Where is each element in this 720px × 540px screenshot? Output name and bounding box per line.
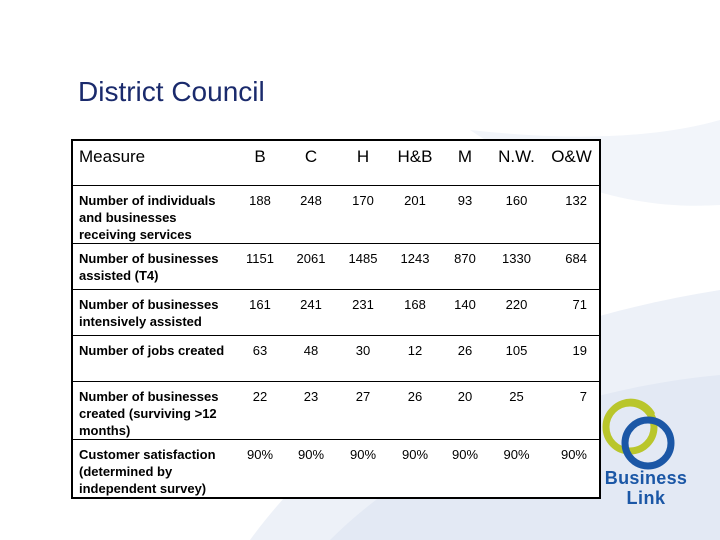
cell-value: 90% (337, 440, 389, 499)
cell-value: 90% (441, 440, 489, 499)
cell-value: 22 (235, 382, 285, 440)
cell-value: 90% (285, 440, 337, 499)
cell-value: 220 (489, 290, 544, 336)
cell-value: 26 (389, 382, 441, 440)
cell-value: 23 (285, 382, 337, 440)
header-b: B (254, 147, 266, 166)
row-measure: Customer satisfaction (determined by independent survey) (72, 440, 235, 499)
row-measure: Number of jobs created (72, 336, 235, 382)
header-m: M (457, 147, 473, 166)
table-row (72, 290, 600, 336)
cell-value: 71 (544, 290, 600, 336)
table-row (72, 186, 600, 244)
header-ow: O&W (551, 147, 592, 166)
cell-value: 161 (235, 290, 285, 336)
cell-value: 26 (441, 336, 489, 382)
cell-value: 90% (489, 440, 544, 499)
header-nw: N.W. (498, 147, 535, 166)
cell-value: 7 (544, 382, 600, 440)
cell-value: 19 (544, 336, 600, 382)
cell-value: 188 (235, 186, 285, 244)
cell-value: 105 (489, 336, 544, 382)
cell-value: 90% (235, 440, 285, 499)
cell-value: 93 (441, 186, 489, 244)
table-row (72, 440, 600, 499)
district-table (71, 139, 601, 499)
table-row (72, 244, 600, 290)
row-measure: Number of businesses intensively assisted (72, 290, 235, 336)
cell-value: 30 (337, 336, 389, 382)
header-measure: Measure (79, 147, 146, 166)
cell-value: 168 (389, 290, 441, 336)
logo-line-2: Link (626, 488, 666, 508)
cell-value: 63 (235, 336, 285, 382)
header-c: C (304, 147, 318, 166)
cell-value: 48 (285, 336, 337, 382)
cell-value: 27 (337, 382, 389, 440)
cell-value: 90% (389, 440, 441, 499)
page-title: District Council (78, 76, 265, 107)
cell-value: 231 (337, 290, 389, 336)
cell-value: 1330 (489, 244, 544, 290)
cell-value: 201 (389, 186, 441, 244)
table-row (72, 382, 600, 440)
cell-value: 160 (489, 186, 544, 244)
header-h: H (356, 147, 370, 166)
cell-value: 132 (544, 186, 600, 244)
logo-line-1: Business (604, 468, 688, 488)
cell-value: 140 (441, 290, 489, 336)
cell-value: 241 (285, 290, 337, 336)
header-hb: H&B (397, 147, 433, 166)
cell-value: 2061 (285, 244, 337, 290)
row-measure: Number of individuals and businesses receiving services (72, 186, 235, 244)
cell-value: 684 (544, 244, 600, 290)
cell-value: 870 (441, 244, 489, 290)
cell-value: 248 (285, 186, 337, 244)
cell-value: 25 (489, 382, 544, 440)
cell-value: 1485 (337, 244, 389, 290)
business-link-logo (598, 468, 694, 508)
cell-value: 1243 (389, 244, 441, 290)
header-row (72, 140, 600, 186)
row-measure: Number of businesses created (surviving >12 months) (72, 382, 235, 440)
cell-value: 12 (389, 336, 441, 382)
cell-value: 1151 (235, 244, 285, 290)
cell-value: 90% (544, 440, 600, 499)
cell-value: 170 (337, 186, 389, 244)
cell-value: 20 (441, 382, 489, 440)
table-row (72, 336, 600, 382)
row-measure: Number of businesses assisted (T4) (72, 244, 235, 290)
